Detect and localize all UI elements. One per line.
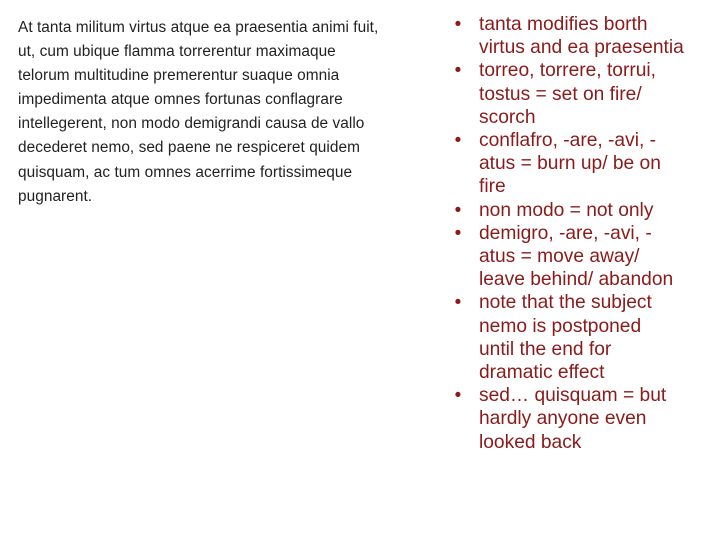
note-line: conflafro, -are, -avi, - (479, 130, 657, 152)
bullet-icon: • (454, 60, 462, 82)
note-item-tanta (446, 13, 718, 59)
note-line: until the end for (479, 338, 612, 360)
note-item-non-modo (446, 199, 718, 222)
bullet-icon: • (454, 199, 462, 221)
note-line: leave behind/ abandon (479, 269, 674, 291)
note-item-subject-nemo (446, 291, 718, 384)
latin-passage (18, 16, 448, 209)
bullet-icon: • (454, 292, 462, 314)
latin-line: pugnarent. (18, 187, 93, 205)
note-line: tostus = set on fire/ (479, 83, 642, 105)
latin-line: intellegerent, non modo demigrandi causa de vallo (18, 115, 365, 133)
note-line: demigro, -are, -avi, - (479, 222, 652, 244)
note-line: note that the subject (479, 292, 652, 314)
note-line: scorch (479, 106, 536, 128)
bullet-icon: • (454, 130, 462, 152)
bullet-icon: • (454, 14, 462, 35)
note-line: fire (479, 176, 506, 198)
note-line: hardly anyone even (479, 408, 647, 430)
note-line: atus = burn up/ be on (479, 153, 661, 175)
note-line: virtus and ea praesentia (479, 37, 684, 59)
note-line: torreo, torrere, torrui, (479, 60, 657, 82)
note-line: tanta modifies borth (479, 14, 648, 35)
note-line: looked back (479, 431, 582, 453)
note-item-conflafro (446, 129, 718, 199)
note-item-sed-quisquam (446, 384, 718, 454)
note-line: non modo = not only (479, 199, 654, 221)
note-item-demigro (446, 222, 718, 292)
latin-line: decederet nemo, sed paene ne respiceret quidem (18, 139, 360, 157)
note-line: nemo is postponed (479, 315, 642, 337)
bullet-icon: • (454, 222, 462, 244)
note-line: dramatic effect (479, 362, 605, 384)
note-item-torreo (446, 59, 718, 129)
latin-line: ut, cum ubique flamma torrerentur maximaque (18, 43, 336, 61)
latin-line: quisquam, ac tum omnes acerrime fortissimeque (18, 163, 353, 181)
bullet-icon: • (454, 385, 462, 407)
vocabulary-notes-list (446, 13, 718, 454)
note-line: atus = move away/ (479, 246, 640, 268)
latin-line: At tanta militum virtus atque ea praesentia animi fuit, (18, 19, 379, 36)
latin-line: telorum multitudine premerentur suaque omnia (18, 67, 340, 85)
note-line: sed… quisquam = but (479, 385, 667, 407)
latin-line: impedimenta atque omnes fortunas conflagrare (18, 91, 343, 109)
